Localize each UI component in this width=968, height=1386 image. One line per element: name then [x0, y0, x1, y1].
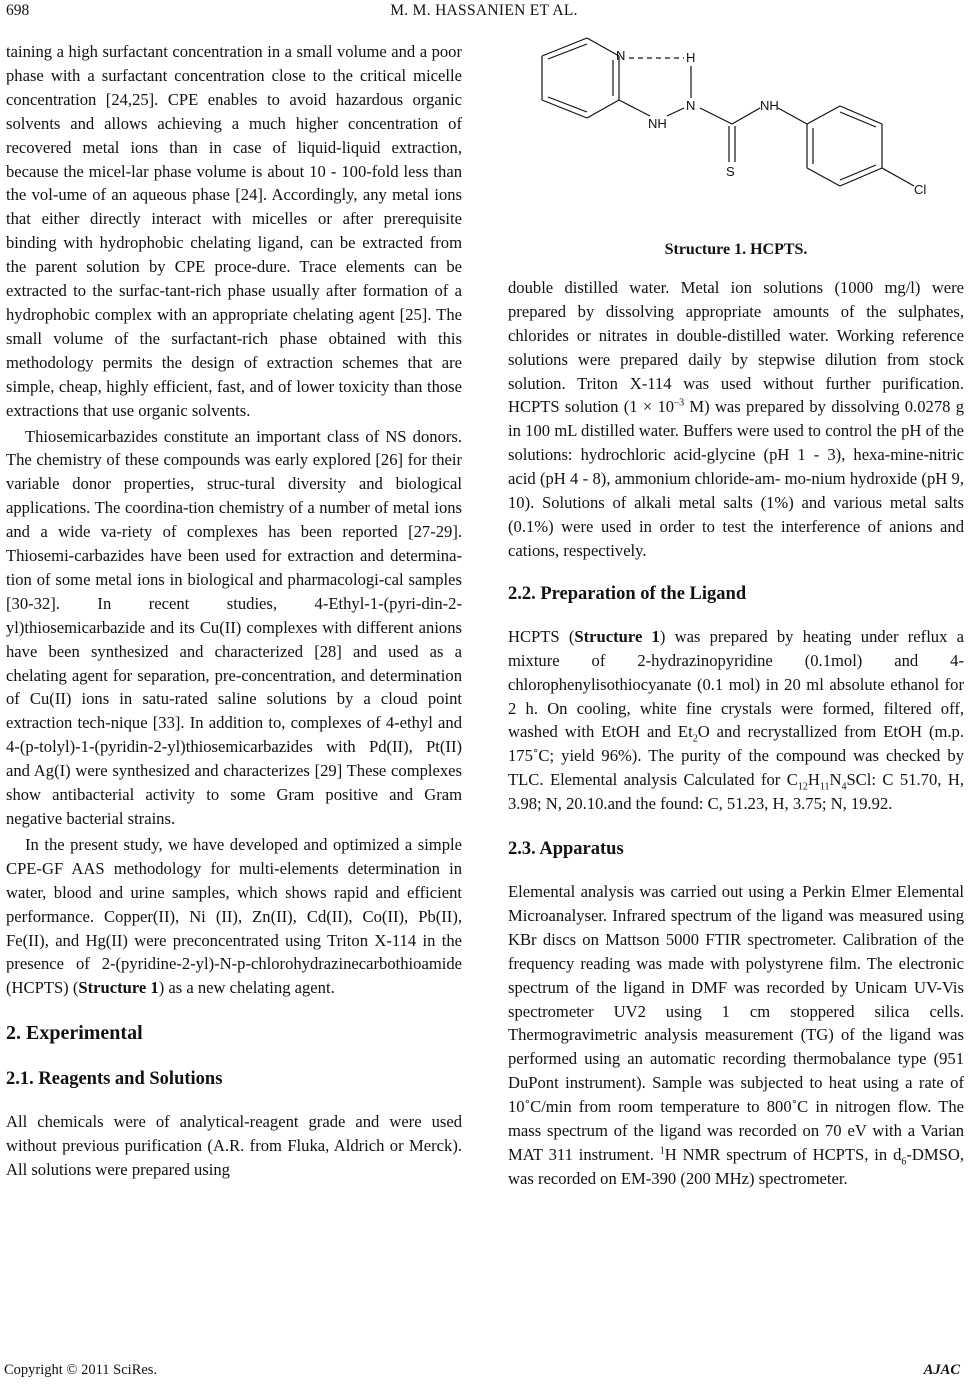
atom-label: NH [760, 98, 779, 113]
subsection-heading: 2.3. Apparatus [508, 839, 624, 860]
text-run: Structure 1 [574, 626, 660, 646]
page-header [0, 2, 968, 24]
right-column [508, 40, 964, 1191]
atom-label: NH [648, 116, 667, 131]
atom-label: N [686, 98, 696, 113]
subscript: 6 [901, 1156, 907, 1168]
atom-label: S [726, 164, 735, 179]
paragraph: All chemicals were of analytical-reagent grade and were used without previous purification (A.R. from Fluka, Aldrich or Merck). All solutions were prepared using [6, 1112, 462, 1180]
atom-label: N [616, 48, 626, 63]
paragraph [508, 276, 964, 563]
text-run: Elemental analysis was carried out using a Perkin Elmer Elemental Microanalyser. Infrared spectrum of the ligand was measured using KBr discs on Mattson 5000 FTIR spectrometer. Calibration of the frequency reading was made with polystyrene film. The electronic spectrum of the ligand in DMF was recorded by Unicam UV-Vis spectrometer UV2 using 1 cm stoppered silica cells. Thermogravimetric analysis measurement (TG) of the ligand was performed using an automatic recording thermobalance type (951 DuPont instrument). Sample was subjected to heat using a rate of 10˚C/min from room temperature to 800˚C in nitrogen flow. The mass spectrum of the ligand was recorded on 70 eV with a Varian MAT 311 instrument. [508, 882, 964, 1164]
text-run: In the present study, we have developed and optimized a simple CPE-GF AAS methodology for multi-elements determination in water, blood and urine samples, which shows rapid and efficient performance. Copper(II), Ni (II), Zn(II), Cd(II), Co(II), Pb(II), Fe(II), and Hg(II) were preconcentrated using Triton X-114 in the presence of 2-(pyridine-2-yl)-N-p-chlorohydrazinecarbothioamide (HCPTS) ( [6, 834, 462, 998]
text-run: double distilled water. Metal ion solutions (1000 mg/l) were prepared by dissolving appropriate amounts of the sulphates, chlorides or nitrates in double-distilled water. Working reference solutions were prepared daily by stepwise dilution from stock solution. Triton X-114 was used without further purification. HCPTS solution (1 × 10 [508, 277, 964, 417]
subscript: 11 [819, 781, 830, 793]
subscript: 12 [797, 781, 808, 793]
text-run: H [807, 770, 820, 790]
page-number: 698 [6, 2, 30, 19]
superscript: 1 [659, 1145, 665, 1157]
subscript: 2 [692, 733, 698, 745]
text-run: M) was prepared by dissolving 0.0278 g in 100 mL distilled water. Buffers were used to control the pH of the solutions: hydrochloric acid-glycine (pH 1 - 3), hexa-mine-nitric acid (pH 4 - 8), ammonium chloride-am- mo-nium hydroxide (pH 9, 10). Solutions of alkali metal salts (1%) and various metal salts (0.1%) were used in order to test the interference of anions and cations, respectively. [508, 397, 964, 560]
text-run: Structure 1 [78, 978, 159, 998]
text-run: O and recrystallized from EtOH (m.p. 175˚C; yield 96%). The purity of the compound was checked by TLC. Elemental analysis Calculated for C [508, 722, 964, 790]
text-run: ) was prepared by heating under reflux a mixture of 2-hydrazinopyridine (0.1mol) and 4-chlorophenylisothiocyanate (0.1 mol) in 20 ml absolute ethanol for 2 h. On cooling, white fine crystals were formed, filtered off, washed with EtOH and Et [508, 626, 964, 742]
atom-label: H [686, 50, 696, 65]
paragraph [508, 625, 964, 816]
text-run: ) as a new chelating agent. [158, 978, 335, 998]
text-run: SCl: C 51.70, H, 3.98; N, 20.10.and the found: C, 51.23, H, 3.75; N, 19.92. [508, 770, 965, 814]
paragraph: taining a high surfactant concentration in a small volume and a poor phase with a surfactant concentration close to the critical micelle concentration [24,25]. CPE enables to avoid hazardous organic solvents and allows achieving a much higher concentration of recovered metal ions than in case of liquid-liquid extraction, because the micel-lar phase volume is about 10 - 100-fold less than the vol-ume of an aqueous phase [24]. Accordingly, any metal ions that either directly interact with micelles or after prerequisite binding with hydrophobic chelating ligand, can be extracted from the parent solution by CPE proce-dure. Trace elements can be extracted to the surfac-tant-rich phase usually after formation of a hydrophobic complex with an appropriate chelating agent [25]. The small volume of the surfactant-rich phase obtained with this methodology permits the design of extraction schemes that are simple, cheap, highly efficient, fast, and of lower toxicity than those extractions that use organic solvents. [6, 42, 462, 420]
paragraph [508, 880, 964, 1191]
text-run: HCPTS ( [508, 626, 575, 646]
text-run: N [829, 770, 842, 790]
running-title: M. M. HASSANIEN ET AL. [390, 2, 578, 19]
copyright-notice: Copyright © 2011 SciRes. [4, 1362, 158, 1378]
paragraph [6, 833, 462, 1000]
superscript: –3 [674, 397, 685, 409]
subsection-heading: 2.1. Reagents and Solutions [6, 1069, 223, 1090]
text-run: H NMR spectrum of HCPTS, in d [664, 1145, 902, 1164]
atom-label: Cl [914, 182, 927, 197]
chemical-structure [532, 36, 952, 211]
left-column [6, 40, 462, 1182]
structure-figure [508, 40, 964, 238]
paragraph: Thiosemicarbazides constitute an important class of NS donors. The chemistry of these compounds was early explored [26] for their variable donor properties, struc-tural diversity and biological applications. The coordina-tion chemistry of a number of metal ions and a wide va-riety of complexes has been reported [27-29]. Thiosemi-carbazides have been used for extraction and determina-tion of some metal ions in biological and pharmacologi-cal samples [30-32]. In recent studies, 4-Ethyl-1-(pyri-din-2-yl)thiosemicarbazide and its Cu(II) complexes with different anions have been synthesized and characterized [28] and used as a chelating agent for separation, pre-concentration, and determination of Cu(II) ions in satu-rated saline solutions by a cloud point extraction tech-nique [33]. In addition to, complexes of 4-ethyl and 4-(p-tolyl)-1-(pyridin-2-yl)thiosemicarbazides with Pd(II), Pt(II) and Ag(I) were synthesized and characterizes [29] These complexes show antibacterial activity to some Gram positive and Gram negative bacterial strains. [6, 426, 462, 828]
section-heading: 2. Experimental [6, 1022, 143, 1045]
figure-caption: Structure 1. HCPTS. [664, 241, 808, 258]
subscript: 4 [841, 781, 847, 793]
journal-abbrev: AJAC [923, 1362, 960, 1378]
text-run: -DMSO, was recorded on EM-390 (200 MHz) spectrometer. [508, 1145, 964, 1188]
subsection-heading: 2.2. Preparation of the Ligand [508, 583, 747, 604]
